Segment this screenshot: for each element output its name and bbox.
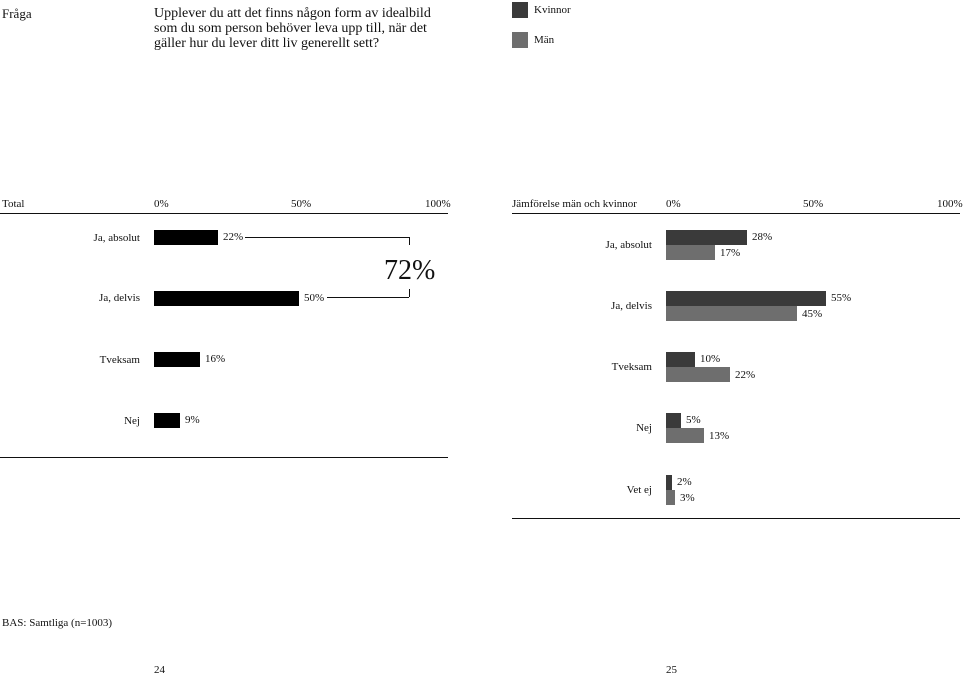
compare-bar-man-nej — [666, 428, 704, 443]
legend-label-man: Män — [534, 34, 555, 46]
compare-bar-kvinnor-ja-absolut — [666, 230, 747, 245]
compare-bar-kvinnor-ja-delvis — [666, 291, 826, 306]
compare-category-ja-delvis: Ja, delvis — [611, 300, 652, 312]
compare-category-nej: Nej — [636, 422, 652, 434]
fraga-label: Fråga — [2, 6, 32, 21]
legend-swatch-man — [512, 32, 528, 48]
legend-swatch-kvinnor — [512, 2, 528, 18]
compare-axis-tick-50: 50% — [803, 198, 824, 210]
compare-category-ja-absolut: Ja, absolut — [605, 239, 652, 251]
total-value-label-tveksam: 16% — [205, 353, 226, 365]
compare-axis-tick-0: 0% — [666, 198, 681, 210]
total-category-tveksam: Tveksam — [99, 354, 140, 366]
total-chart-title: Total — [2, 198, 25, 210]
total-value-label-ja-delvis: 50% — [304, 292, 325, 304]
compare-bar-man-tveksam — [666, 367, 730, 382]
question-text: Upplever du att det finns någon form av idealbild som du som person behöver leva upp till, när det gäller hur du lever ditt liv generellt sett? — [154, 6, 431, 51]
compare-bar-man-ja-delvis — [666, 306, 797, 321]
total-bar-ja-absolut — [154, 230, 218, 245]
total-axis-tick-50: 50% — [291, 198, 312, 210]
compare-header-rule — [512, 213, 960, 214]
total-value-label-ja-absolut: 22% — [223, 231, 244, 243]
total-category-nej: Nej — [124, 415, 140, 427]
compare-bar-kvinnor-nej — [666, 413, 681, 428]
compare-label-kvinnor-nej: 5% — [686, 414, 701, 426]
total-category-ja-delvis: Ja, delvis — [99, 292, 140, 304]
total-category-ja-absolut: Ja, absolut — [93, 232, 140, 244]
compare-category-vet-ej: Vet ej — [626, 484, 652, 496]
bracket-top-line — [245, 237, 409, 238]
total-value-label-nej: 9% — [185, 414, 200, 426]
compare-label-kvinnor-vet-ej: 2% — [677, 476, 692, 488]
compare-label-kvinnor-ja-absolut: 28% — [752, 231, 773, 243]
compare-bar-kvinnor-tveksam — [666, 352, 695, 367]
compare-label-kvinnor-ja-delvis: 55% — [831, 292, 852, 304]
compare-bottom-rule — [512, 518, 960, 519]
compare-label-man-nej: 13% — [709, 430, 730, 442]
compare-label-man-vet-ej: 3% — [680, 492, 695, 504]
compare-chart-title: Jämförelse män och kvinnor — [512, 198, 637, 210]
page-number-left: 24 — [154, 664, 165, 676]
compare-bar-man-vet-ej — [666, 490, 675, 505]
bracket-top-tick — [409, 237, 410, 245]
total-bottom-rule — [0, 457, 448, 458]
total-bar-ja-delvis — [154, 291, 299, 306]
compare-category-tveksam: Tveksam — [611, 361, 652, 373]
compare-bar-kvinnor-vet-ej — [666, 475, 672, 490]
compare-label-man-tveksam: 22% — [735, 369, 756, 381]
total-header-rule — [0, 213, 448, 214]
page-number-right: 25 — [666, 664, 677, 676]
compare-axis-tick-100: 100% — [937, 198, 963, 210]
total-bar-tveksam — [154, 352, 200, 367]
bracket-bottom-line — [327, 297, 409, 298]
compare-label-kvinnor-tveksam: 10% — [700, 353, 721, 365]
total-axis-tick-0: 0% — [154, 198, 169, 210]
compare-bar-man-ja-absolut — [666, 245, 715, 260]
bracket-bottom-tick — [409, 289, 410, 297]
bas-note: BAS: Samtliga (n=1003) — [2, 617, 113, 629]
bracket-sum-label: 72% — [384, 255, 436, 286]
total-axis-tick-100: 100% — [425, 198, 451, 210]
compare-label-man-ja-absolut: 17% — [720, 247, 741, 259]
compare-label-man-ja-delvis: 45% — [802, 308, 823, 320]
total-bar-nej — [154, 413, 180, 428]
legend-label-kvinnor: Kvinnor — [534, 4, 571, 16]
